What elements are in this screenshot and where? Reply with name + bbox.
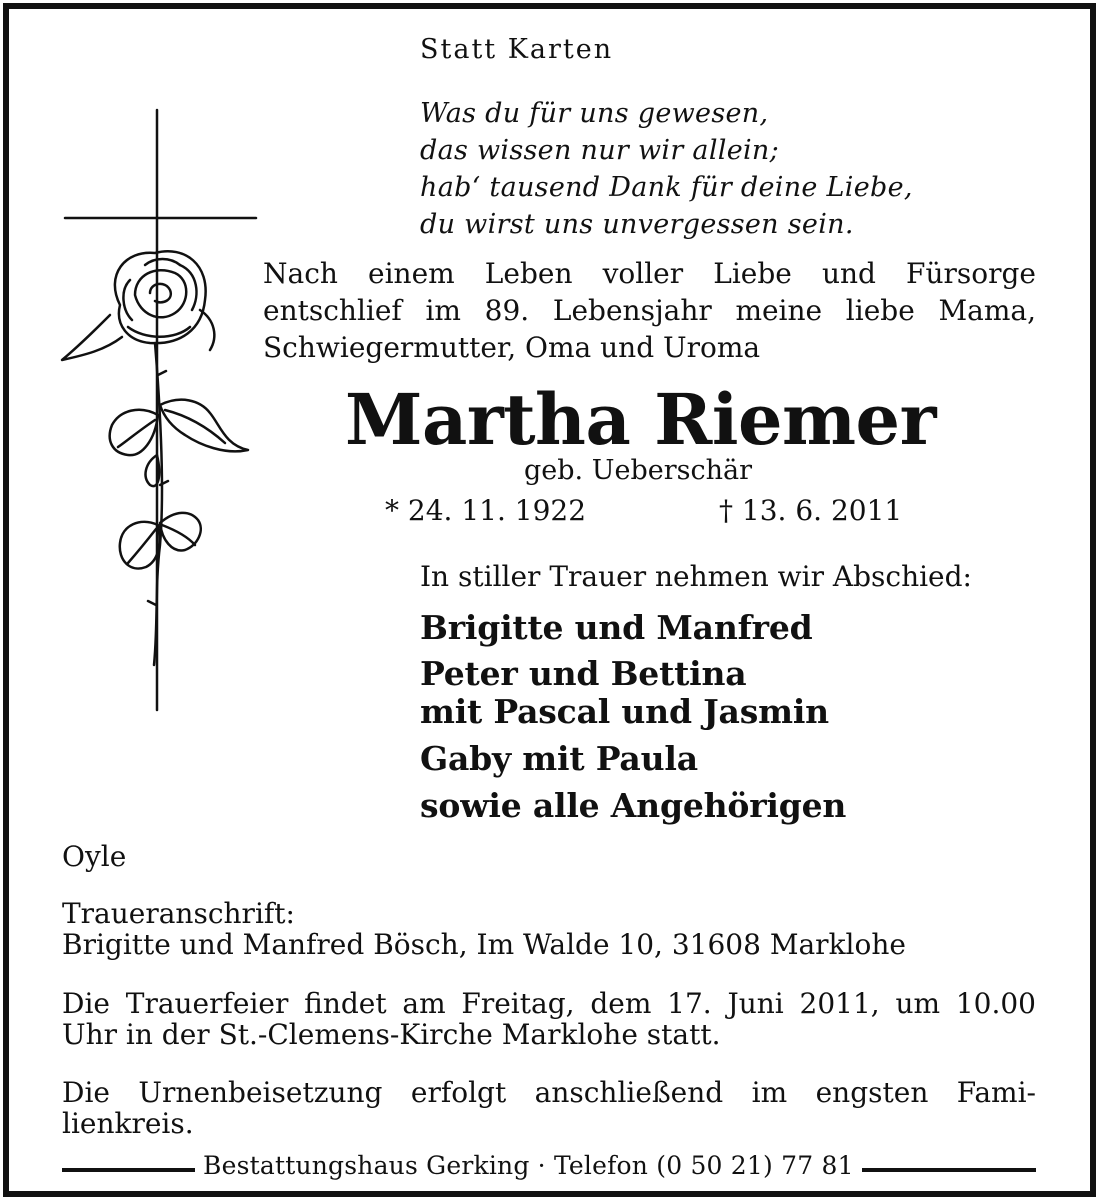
poem-line: hab‘ tausend Dank für deine Liebe, xyxy=(420,172,913,203)
mourner-line: mit Pascal und Jasmin xyxy=(420,692,829,731)
funeral-notice xyxy=(62,988,1036,1050)
funeral-home-footer: Bestattungshaus Gerking · Telefon (0 50 21) 77 81 xyxy=(195,1151,862,1180)
urn-line: lienkreis. xyxy=(62,1107,194,1140)
place-name: Oyle xyxy=(62,840,127,873)
urn-notice xyxy=(62,1077,1036,1139)
mourner-line: Peter und Bettina xyxy=(420,654,747,693)
birth-date: * 24. 11. 1922 xyxy=(385,494,587,527)
poem xyxy=(420,95,913,243)
cross-rose-icon xyxy=(50,105,270,715)
deceased-name: Martha Riemer xyxy=(345,378,936,461)
intro-text xyxy=(263,255,1036,366)
mourning-address xyxy=(62,898,906,960)
address-label: Traueranschrift: xyxy=(62,897,295,930)
mourner-line: sowie alle Angehörigen xyxy=(420,786,847,825)
intro-line: Schwiegermutter, Oma und Uroma xyxy=(263,331,761,364)
death-date: † 13. 6. 2011 xyxy=(719,494,903,527)
mourner-line: Gaby mit Paula xyxy=(420,739,698,778)
funeral-line: Uhr in der St.-Clemens-Kirche Marklohe statt. xyxy=(62,1018,721,1051)
poem-line: Was du für uns gewesen, xyxy=(420,98,769,129)
intro-line: Nach einem Leben voller Liebe und Fürsorge xyxy=(263,257,1036,290)
urn-line: Die Urnenbeisetzung erfolgt anschließend im engsten Fami- xyxy=(62,1076,1036,1109)
address-value: Brigitte und Manfred Bösch, Im Walde 10, 31608 Marklohe xyxy=(62,928,906,961)
intro-line: entschlief im 89. Lebensjahr meine liebe Mama, xyxy=(263,294,1036,327)
poem-line: das wissen nur wir allein; xyxy=(420,135,779,166)
mourners-intro: In stiller Trauer nehmen wir Abschied: xyxy=(420,560,972,593)
mourner-line: Brigitte und Manfred xyxy=(420,608,813,647)
statt-karten-heading: Statt Karten xyxy=(420,34,614,65)
birth-name: geb. Ueberschär xyxy=(524,455,752,486)
funeral-line: Die Trauerfeier findet am Freitag, dem 17. Juni 2011, um 10.00 xyxy=(62,987,1036,1020)
poem-line: du wirst uns unvergessen sein. xyxy=(420,209,854,240)
